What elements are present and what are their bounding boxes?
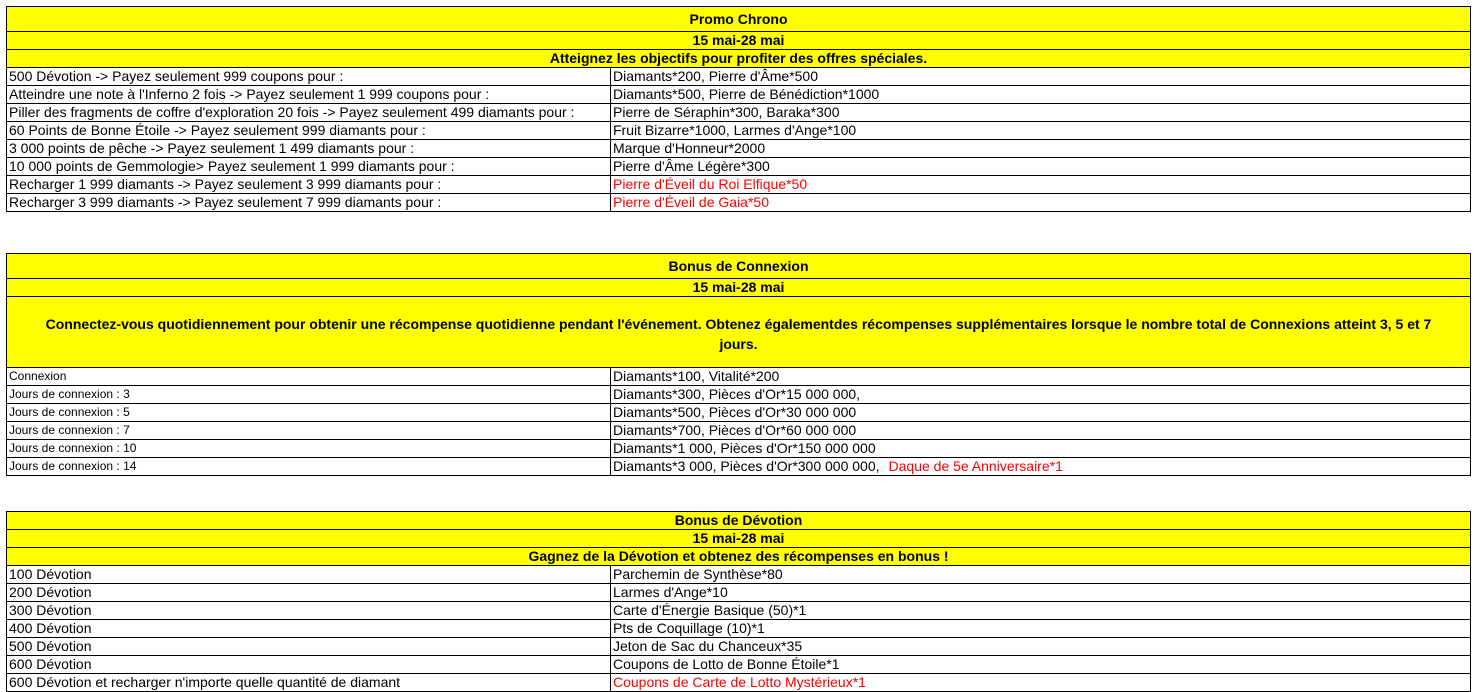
reward-text: Coupons de Carte de Lotto Mystérieux*1 <box>613 674 866 690</box>
table-row <box>7 68 1471 86</box>
row-reward <box>611 458 1471 476</box>
reward-text: Coupons de Lotto de Bonne Étoile*1 <box>613 656 840 672</box>
reward-text: Diamants*3 000, Pièces d'Or*300 000 000, <box>613 458 880 474</box>
reward-text: Pts de Coquillage (10)*1 <box>613 620 765 636</box>
row-reward <box>611 194 1471 212</box>
login-bonus-table <box>6 253 1471 476</box>
table-row <box>7 404 1471 422</box>
row-label: 600 Dévotion et recharger n'importe quelle quantité de diamant <box>7 674 611 692</box>
row-label: 60 Points de Bonne Étoile -> Payez seulement 999 diamants pour : <box>7 122 611 140</box>
promo-title: Promo Chrono <box>7 7 1471 32</box>
devotion-dates: 15 mai-28 mai <box>7 530 1471 548</box>
login-rows <box>7 368 1471 476</box>
table-row <box>7 458 1471 476</box>
table-row <box>7 194 1471 212</box>
row-reward <box>611 386 1471 404</box>
row-reward <box>611 122 1471 140</box>
table-row <box>7 176 1471 194</box>
row-reward <box>611 656 1471 674</box>
promo-chrono-table <box>6 6 1471 212</box>
row-reward <box>611 68 1471 86</box>
row-label: 200 Dévotion <box>7 584 611 602</box>
row-label: 600 Dévotion <box>7 656 611 674</box>
reward-text: Diamants*100, Vitalité*200 <box>613 368 780 384</box>
devotion-bonus-table <box>6 511 1471 692</box>
table-row <box>7 656 1471 674</box>
devotion-subtitle: Gagnez de la Dévotion et obtenez des récompenses en bonus ! <box>7 548 1471 566</box>
reward-text: Parchemin de Synthèse*80 <box>613 566 783 582</box>
reward-text: Pierre d'Éveil du Roi Elfique*50 <box>613 176 808 192</box>
row-reward <box>611 638 1471 656</box>
row-reward <box>611 104 1471 122</box>
table-row <box>7 368 1471 386</box>
table-row <box>7 104 1471 122</box>
table-row <box>7 440 1471 458</box>
row-label: 400 Dévotion <box>7 620 611 638</box>
devotion-title: Bonus de Dévotion <box>7 512 1471 530</box>
row-reward <box>611 368 1471 386</box>
reward-text: Diamants*500, Pièces d'Or*30 000 000 <box>613 404 857 420</box>
row-label: 10 000 points de Gemmologie> Payez seulement 1 999 diamants pour : <box>7 158 611 176</box>
reward-text: Pierre d'Âme Légère*300 <box>613 158 770 174</box>
row-label: Jours de connexion : 10 <box>7 440 611 458</box>
row-label: Piller des fragments de coffre d'exploration 20 fois -> Payez seulement 499 diamants pour : <box>7 104 611 122</box>
table-row <box>7 566 1471 584</box>
row-label: 500 Dévotion <box>7 638 611 656</box>
table-row <box>7 620 1471 638</box>
login-dates: 15 mai-28 mai <box>7 279 1471 297</box>
reward-text: Larmes d'Ange*10 <box>613 584 728 600</box>
reward-text: Pierre de Séraphin*300, Baraka*300 <box>613 104 840 120</box>
table-row <box>7 602 1471 620</box>
table-row <box>7 584 1471 602</box>
row-label: Jours de connexion : 14 <box>7 458 611 476</box>
row-reward <box>611 674 1471 692</box>
reward-text: Diamants*1 000, Pièces d'Or*150 000 000 <box>613 440 876 456</box>
row-label: 500 Dévotion -> Payez seulement 999 coupons pour : <box>7 68 611 86</box>
login-subtitle: Connectez-vous quotidiennement pour obtenir une récompense quotidienne pendant l'événement. Obtenez égalementdes récompenses supplémentaires lorsque le nombre total de Connexions atteint 3, 5 et 7 jours. <box>7 297 1471 368</box>
row-label: Recharger 3 999 diamants -> Payez seulement 7 999 diamants pour : <box>7 194 611 212</box>
row-reward <box>611 602 1471 620</box>
row-reward <box>611 86 1471 104</box>
table-row <box>7 386 1471 404</box>
reward-text: Jeton de Sac du Chanceux*35 <box>613 638 803 654</box>
reward-text: Marque d'Honneur*2000 <box>613 140 766 156</box>
table-row <box>7 674 1471 692</box>
row-reward <box>611 404 1471 422</box>
row-reward <box>611 440 1471 458</box>
reward-text: Diamants*700, Pièces d'Or*60 000 000 <box>613 422 857 438</box>
reward-text: Pierre d'Éveil de Gaia*50 <box>613 194 769 210</box>
promo-dates: 15 mai-28 mai <box>7 32 1471 50</box>
reward-text: Fruit Bizarre*1000, Larmes d'Ange*100 <box>613 122 857 138</box>
table-row <box>7 122 1471 140</box>
reward-text: Diamants*500, Pierre de Bénédiction*1000 <box>613 86 880 102</box>
row-reward <box>611 566 1471 584</box>
row-reward <box>611 176 1471 194</box>
row-label: Jours de connexion : 7 <box>7 422 611 440</box>
row-reward <box>611 584 1471 602</box>
row-label: Recharger 1 999 diamants -> Payez seulement 3 999 diamants pour : <box>7 176 611 194</box>
login-title: Bonus de Connexion <box>7 254 1471 279</box>
row-label: 100 Dévotion <box>7 566 611 584</box>
reward-text: Diamants*200, Pierre d'Âme*500 <box>613 68 819 84</box>
row-reward <box>611 620 1471 638</box>
row-reward <box>611 158 1471 176</box>
row-reward <box>611 422 1471 440</box>
row-label: Connexion <box>7 368 611 386</box>
row-label: 3 000 points de pêche -> Payez seulement 1 499 diamants pour : <box>7 140 611 158</box>
row-label: Jours de connexion : 3 <box>7 386 611 404</box>
table-row <box>7 86 1471 104</box>
row-label: Jours de connexion : 5 <box>7 404 611 422</box>
promo-subtitle: Atteignez les objectifs pour profiter des offres spéciales. <box>7 50 1471 68</box>
reward-text: Diamants*300, Pièces d'Or*15 000 000, <box>613 386 861 402</box>
promo-rows <box>7 68 1471 212</box>
table-row <box>7 422 1471 440</box>
row-label: Atteindre une note à l'Inferno 2 fois -> Payez seulement 1 999 coupons pour : <box>7 86 611 104</box>
table-row <box>7 638 1471 656</box>
row-label: 300 Dévotion <box>7 602 611 620</box>
row-reward <box>611 140 1471 158</box>
reward-text: Carte d'Énergie Basique (50)*1 <box>613 602 807 618</box>
reward-extra-text: Daque de 5e Anniversaire*1 <box>888 458 1063 474</box>
devotion-rows <box>7 566 1471 692</box>
table-row <box>7 158 1471 176</box>
table-row <box>7 140 1471 158</box>
